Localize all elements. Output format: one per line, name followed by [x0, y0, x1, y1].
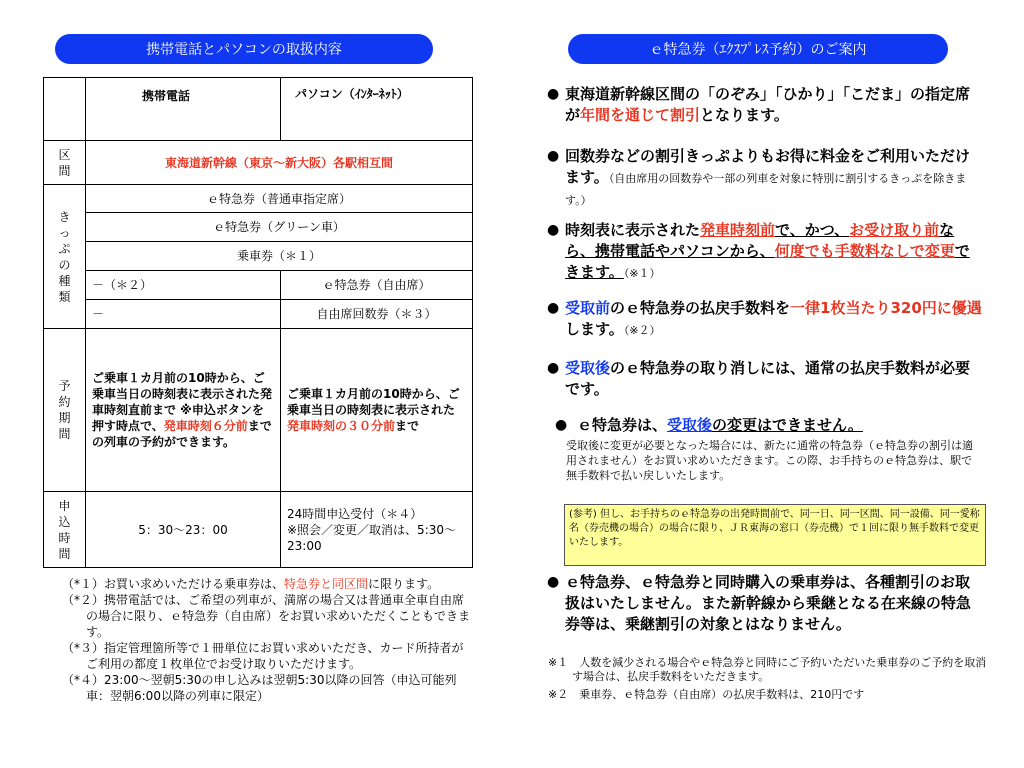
cat-hours: 申込時間 [44, 492, 86, 568]
bullet-icon: ● [547, 222, 560, 238]
right-section-title: ｅ特急券（ｴｸｽﾌﾟﾚｽ予約）のご案内 [568, 34, 948, 64]
info-item-3: ● 時刻表に表示された発車時刻前で、かつ、お受け取り前なら、携帯電話やパソコンから、何度でも手数料なしで変更できます。（※１） [547, 221, 970, 281]
reference-note-box: (参考) 但し、お手持ちのｅ特急券の出発時間前で、同一日、同一区間、同一設備、同一愛称名（券売機の場合）の場合に限り、ＪＲ東海の窓口（券売機）で１回に限り無手数料で変更いたします。 [564, 504, 986, 566]
bullet-icon: ● [547, 300, 560, 316]
note-1: （*１）お買い求めいただける乗車券は、特急券と同区間に限ります。 [62, 577, 440, 591]
period-mobile-highlight: 発車時刻６分前 [163, 419, 248, 433]
hours-mobile: 5：30～23：00 [86, 492, 281, 568]
period-pc: ご乗車１カ月前の10時から、ご乗車当日の時刻表に表示された発車時刻の３０分前まで [281, 329, 473, 492]
section-value: 東海道新幹線（東京～新大阪）各駅相互間 [86, 141, 473, 185]
bullet-icon: ● [547, 574, 560, 590]
header-pc: パソコン（ｲﾝﾀｰﾈｯﾄ） [281, 78, 473, 141]
ticket-row-pc: 自由席回数券（＊３） [281, 300, 473, 329]
cat-period: 予約期間 [44, 329, 86, 492]
ticket-row: 乗車券（＊１） [86, 242, 473, 271]
bullet-icon: ● [547, 360, 560, 376]
ticket-row-mobile: －（＊２） [86, 271, 281, 300]
note-2: （*２）携帯電話では、ご希望の列車が、満席の場合又は普通車全車自由席の場合に限り、ｅ特急券（自由席）をお買い求めいただくこともできます。 [62, 593, 471, 639]
info-item-6-detail: 受取後に変更が必要となった場合には、新たに通常の特急券（ｅ特急券の割引は適用されません）をお買い求めいただきます。この際、お手持ちのｅ特急券は、駅で無手数料で払い戻しいたします。 [566, 439, 973, 482]
period-mobile: ご乗車１カ月前の10時から、ご乗車当日の時刻表に表示された発車時刻直前まで ※申込ボタンを押す時点で、発車時刻６分前までの列車の予約ができます。 [86, 329, 281, 492]
period-pc-highlight: 発車時刻の３０分前 [287, 419, 396, 433]
info-item-5: ● 受取後のｅ特急券の取り消しには、通常の払戻手数料が必要です。 [547, 359, 971, 398]
info-item-4: ● 受取前のｅ特急券の払戻手数料を一律1枚当たり320円に優遇します。（※２） [547, 299, 982, 338]
table-corner [44, 78, 86, 141]
bullet-icon: ● [547, 86, 560, 102]
table-notes [62, 576, 472, 704]
cat-section: 区間 [44, 141, 86, 185]
bullet-icon: ● [555, 417, 568, 433]
footnote-1: ※１ 人数を減少される場合やｅ特急券と同時にご予約いただいた乗車券のご予約を取消す場合は、払戻手数料をいただきます。 [548, 656, 987, 683]
note-4: （*４）23:00～翌朝5:30の申し込みは翌朝5:30以降の回答（申込可能列車：翌朝6:00以降の列車に限定） [62, 673, 457, 703]
info-item-1: ● 東海道新幹線区間の「のぞみ」「ひかり」「こだま」の指定席が年間を通じて割引となります。 [547, 85, 971, 124]
hours-pc: 24時間申込受付（＊４） ※照会／変更／取消は、5:30～23:00 [281, 492, 473, 568]
ticket-row-pc: ｅ特急券（自由席） [281, 271, 473, 300]
left-section-title: 携帯電話とパソコンの取扱内容 [55, 34, 433, 64]
ticket-row: ｅ特急券（グリーン車） [86, 213, 473, 242]
service-table [43, 77, 473, 568]
footnote-2: ※２ 乗車券、ｅ特急券（自由席）の払戻手数料は、210円です [548, 688, 865, 701]
bullet-icon: ● [547, 148, 560, 164]
info-item-7: ● ｅ特急券、ｅ特急券と同時購入の乗車券は、各種割引のお取扱はいたしません。また新幹線から乗継となる在来線の特急券等は、乗継割引の対象とはなりません。 [547, 573, 971, 633]
cat-ticket-type: きっぷの種類 [44, 185, 86, 329]
header-mobile: 携帯電話 [86, 78, 281, 141]
ticket-row-mobile: － [86, 300, 281, 329]
note-3: （*３）指定管理箇所等で１冊単位にお買い求めいただき、カード所持者がご利用の都度１枚単位でお受け取りいただけます。 [62, 641, 464, 671]
info-item-6: ● ｅ特急券は、受取後の変更はできません。 [555, 416, 863, 434]
ticket-row: ｅ特急券（普通車指定席） [86, 185, 473, 213]
info-item-2: ● 回数券などの割引きっぷよりもお得に料金をご利用いただけます。（自由席用の回数券や一部の列車を対象に特別に割引するきっぷを除きます。） [547, 147, 971, 207]
